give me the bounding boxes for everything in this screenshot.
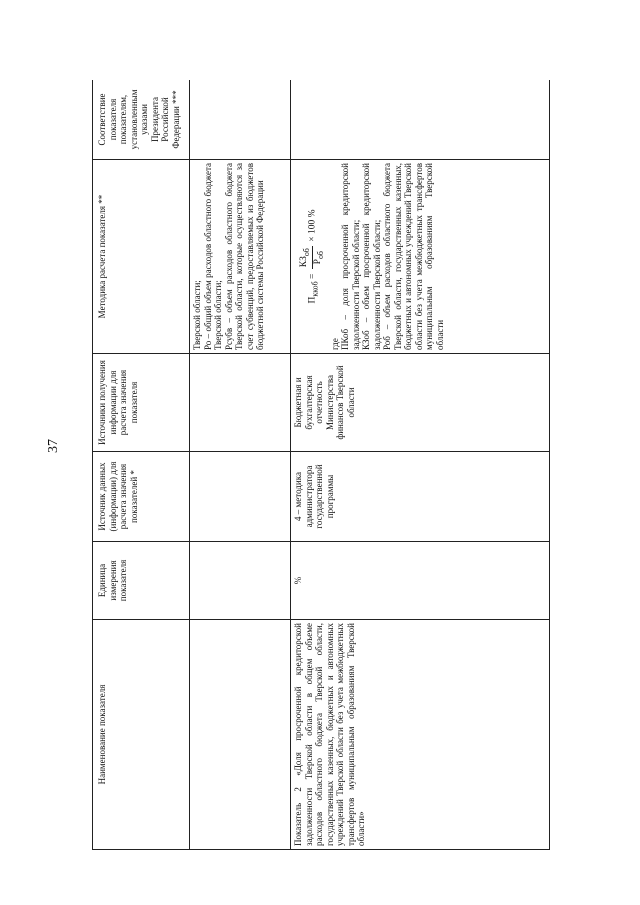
row-a-unit [190,542,291,620]
table-header-row [93,80,190,850]
method-line: где [329,338,340,350]
formula-lhs-sub: ккоб [310,281,320,297]
row-a-method [190,160,291,354]
method-line: Тверской области; [192,280,202,350]
formula-numerator: $КЗ_{об}$ [299,248,311,268]
formula-fraction [299,246,326,269]
formula-tail: × 100 % [307,209,318,242]
indicator-2-compliance [291,80,550,160]
method-line: Рсубв – объем расходов областного бюджета Тверской области, которые осуществляются за счет субвенций, предоставляемых из бюджетов бюджетной системы Российской Федерации [223,163,265,350]
table-row-continuation [190,80,291,850]
header-info-source: Источники получения информации для расчета значения показателя [93,354,190,452]
row-a-info-source [190,354,291,452]
row-a-data-source [190,452,291,542]
header-data-source: Источник данных (информации) для расчета значения показателей * [93,452,190,542]
formula: $П_{ккоб}$ = $КЗ_{об}$ $Р_{об}$ × 100 % [299,209,325,304]
method-line: Ро – общий объем расходов областного бюджета Тверской области; [202,163,223,350]
indicator-2-method [291,160,550,354]
header-method: Методика расчета показателя ** [93,160,190,354]
formula-denominator: $Р_{об}$ [312,251,325,265]
method-line: КЗоб – объем просроченной кредиторской задолженности Тверской области; [361,163,382,350]
page-number: 37 [46,439,61,453]
header-name: Наименование показателя [93,620,190,850]
row-a-compliance [190,80,291,160]
indicator-2-data-source: 4 – методика администратора государственной программы [291,452,550,542]
indicator-2-unit: % [291,542,550,620]
table-rotor [92,80,550,850]
row-a-name [190,620,291,850]
method-line: Роб – объем расходов областного бюджета Тверской области, государственных казенных, бюджетных и автономных учреждений Тверской области без учета межбюджетных трансфертов муниципальным образованиям Тверской области [382,163,445,350]
formula-lhs: П [307,296,318,304]
header-compliance: Соответствие показателя показателям, установленным указами Президента Российской Федерации *** [93,80,190,160]
header-unit: Единица измерения показателя [93,542,190,620]
method-line: ПКоб – доля просроченной кредиторской задолженности Тверской области; [340,163,361,350]
indicator-2-name: Показатель 2 «Доля просроченной кредиторской задолженности Тверской области в общем объеме расходов областного бюджета Тверской области, государственных казенных, бюджетных и автономных учреждений Тверской области без учета межбюджетных трансфертов муниципальным образованиям Тверской области» [291,620,550,850]
indicators-table [92,80,550,850]
rotated-table-area [92,80,550,850]
indicator-2-info-source: Бюджетная и бухгалтерская отчетность Министерства финансов Тверской области [291,354,550,452]
table-row-indicator-2 [291,80,550,850]
